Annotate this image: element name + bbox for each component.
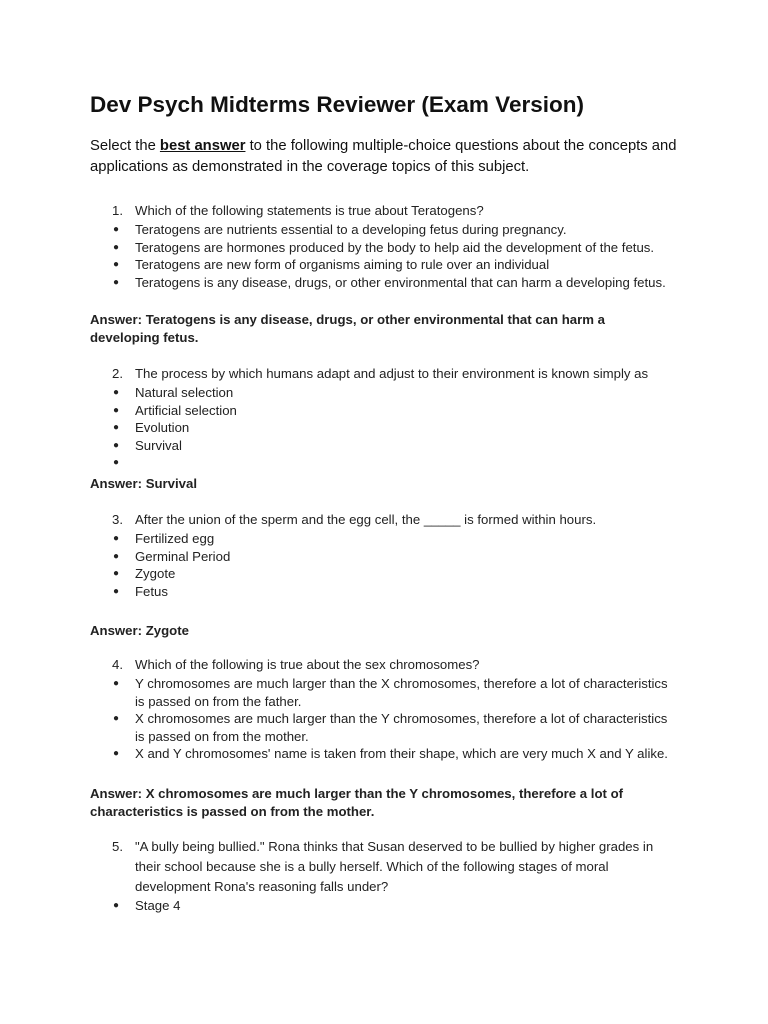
option-text: X and Y chromosomes' name is taken from their shape, which are very much X and Y alike. (135, 746, 668, 761)
option-item (90, 402, 680, 420)
question-line (90, 510, 680, 530)
option-text: Teratogens are new form of organisms aiming to rule over an individual (135, 257, 550, 272)
bullet-icon: ● (113, 568, 120, 579)
option-item (90, 419, 680, 437)
bullet-icon: ● (113, 550, 120, 562)
option-text: Survival (135, 437, 182, 453)
option-item (90, 565, 680, 583)
option-text: Teratogens are hormones produced by the body to help aid the development of the fetus. (135, 239, 655, 255)
question-text: "A bully being bullied." Rona thinks that Susan deserved to be bullied by higher grades in their school because she is a bully herself. Which of the following stages of moral development Rona's reasoning falls under? (135, 839, 654, 894)
option-item (90, 745, 680, 763)
option-item (90, 548, 680, 566)
question-number: 1. (112, 203, 123, 218)
bullet-icon: ● (113, 748, 120, 759)
bullet-icon: ● (113, 457, 120, 468)
bullet-icon: ● (113, 900, 120, 911)
option-item (90, 239, 680, 257)
intro-text-start: Select the (90, 138, 160, 154)
answer-1: Answer: Teratogens is any disease, drugs, or other environmental that can harm a developing fetus. (90, 312, 605, 345)
option-text: Stage 4 (135, 898, 181, 913)
question-1 (90, 201, 680, 291)
question-number: 4. (112, 657, 123, 672)
answer-2: Answer: Survival (90, 476, 198, 491)
question-text: After the union of the sperm and the egg cell, the _____ is formed within hours. (135, 512, 597, 527)
option-item (90, 437, 680, 455)
option-text: X chromosomes are much larger than the Y chromosomes, therefore a lot of characteristics is passed on from the mother. (135, 711, 668, 744)
question-2 (90, 364, 680, 472)
option-text: Fetus (135, 583, 168, 599)
option-item (90, 221, 680, 239)
question-number: 2. (112, 366, 123, 381)
question-text: Which of the following is true about the sex chromosomes? (135, 657, 480, 672)
bullet-icon: ● (113, 585, 120, 597)
bullet-icon: ● (113, 259, 120, 270)
option-text: Zygote (135, 566, 176, 581)
answer-3: Answer: Zygote (90, 623, 189, 638)
question-4 (90, 655, 680, 763)
question-line (90, 655, 680, 675)
option-text: Evolution (135, 420, 190, 435)
question-5 (90, 837, 680, 915)
intro-emphasis: best answer (159, 138, 246, 154)
option-text: Natural selection (135, 385, 234, 400)
bullet-icon: ● (113, 713, 120, 724)
answer-4: Answer: X chromosomes are much larger than the Y chromosomes, therefore a lot of characteristics is passed on from the mother. (90, 786, 624, 819)
option-text: Teratogens is any disease, drugs, or other environmental that can harm a developing fetus. (135, 274, 666, 290)
bullet-icon: ● (113, 533, 120, 544)
question-text: Which of the following statements is true about Teratogens? (135, 203, 484, 218)
bullet-icon: ● (113, 276, 120, 288)
option-text: Artificial selection (135, 402, 237, 418)
option-item (90, 454, 680, 472)
option-item (90, 897, 680, 915)
question-line (90, 837, 680, 897)
option-item (90, 530, 680, 548)
option-item (90, 710, 680, 745)
bullet-icon: ● (113, 422, 120, 433)
bullet-icon: ● (113, 224, 120, 235)
intro-paragraph (90, 136, 680, 178)
question-text: The process by which humans adapt and adjust to their environment is known simply as (135, 366, 649, 381)
bullet-icon: ● (113, 387, 120, 398)
option-text: Teratogens are nutrients essential to a developing fetus during pregnancy. (135, 222, 567, 237)
option-text: Germinal Period (135, 548, 231, 564)
option-item (90, 675, 680, 710)
option-item (90, 274, 680, 292)
bullet-icon: ● (113, 241, 120, 253)
bullet-icon: ● (113, 404, 120, 416)
option-text: Fertilized egg (135, 531, 215, 546)
question-line (90, 201, 680, 221)
question-3 (90, 510, 680, 600)
option-text: Y chromosomes are much larger than the X chromosomes, therefore a lot of characteristics is passed on from the father. (135, 676, 668, 709)
option-item (90, 384, 680, 402)
option-item (90, 256, 680, 274)
option-text (135, 455, 139, 470)
question-number: 5. (112, 839, 123, 854)
option-item (90, 583, 680, 601)
intro-text-end: to the following multiple-choice questions about the concepts and applications as demonstrated in the coverage topics of this subject. (90, 138, 677, 175)
question-line (90, 364, 680, 384)
bullet-icon: ● (113, 439, 120, 451)
bullet-icon: ● (113, 678, 120, 689)
question-number: 3. (112, 512, 123, 527)
page-title: Dev Psych Midterms Reviewer (Exam Version) (90, 92, 584, 117)
